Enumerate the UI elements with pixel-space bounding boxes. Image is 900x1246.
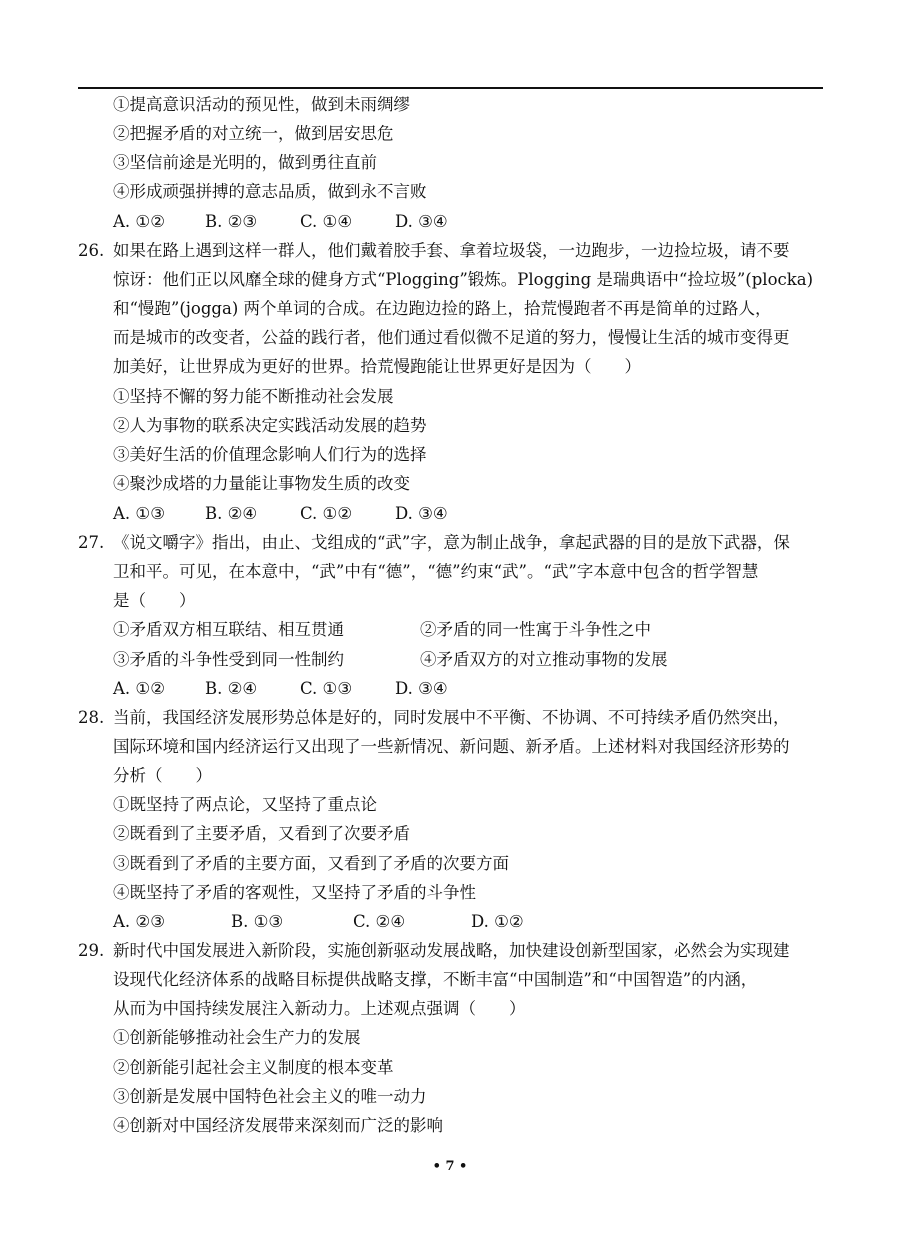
- item-line: ①提高意识活动的预见性，做到未雨绸缪: [113, 95, 410, 114]
- item-line: ④聚沙成塔的力量能让事物发生质的改变: [113, 474, 410, 493]
- item-line: ④矛盾双方的对立推动事物的发展: [420, 650, 668, 669]
- item-line: ③美好生活的价值理念影响人们行为的选择: [113, 445, 427, 464]
- option-a: A. ②③: [113, 912, 165, 931]
- question-text-line: 分析（ ）: [113, 766, 212, 785]
- option-d: D. ③④: [395, 679, 448, 698]
- item-line: ④创新对中国经济发展带来深刻而广泛的影响: [113, 1116, 443, 1135]
- option-a: A. ①②: [113, 679, 165, 698]
- answer-options: [113, 212, 448, 232]
- item-line: ①坚持不懈的努力能不断推动社会发展: [113, 387, 394, 406]
- header-rule: [78, 87, 823, 89]
- option-d: D. ③④: [395, 504, 448, 523]
- item-line: ②把握矛盾的对立统一，做到居安思危: [113, 124, 394, 143]
- item-line: ①矛盾双方相互联结、相互贯通: [113, 620, 344, 639]
- question-text-line: 惊讶：他们正以风靡全球的健身方式“Plogging”锻炼。Plogging 是瑞典语中“捡垃圾”(plocka): [113, 270, 814, 289]
- option-d: D. ③④: [395, 212, 448, 231]
- question-text-line: 国际环境和国内经济运行又出现了一些新情况、新问题、新矛盾。上述材料对我国经济形势的: [113, 737, 790, 756]
- item-line: ②人为事物的联系决定实践活动发展的趋势: [113, 416, 427, 435]
- answer-options: [113, 912, 524, 932]
- item-line: ②既看到了主要矛盾，又看到了次要矛盾: [113, 824, 410, 843]
- option-a: A. ①③: [113, 504, 165, 523]
- item-line: ③创新是发展中国特色社会主义的唯一动力: [113, 1087, 427, 1106]
- option-c: C. ①③: [300, 679, 353, 698]
- item-line: ①创新能够推动社会生产力的发展: [113, 1028, 361, 1047]
- answer-options: [113, 679, 448, 699]
- question-text-line: 从而为中国持续发展注入新动力。上述观点强调（ ）: [113, 999, 526, 1018]
- question-text-line: 是（ ）: [113, 591, 196, 610]
- page-number: • 7 •: [432, 1159, 468, 1174]
- option-a: A. ①②: [113, 212, 165, 231]
- question-text-line: 新时代中国发展进入新阶段，实施创新驱动发展战略，加快建设创新型国家，必然会为实现建: [113, 941, 790, 960]
- question-text-line: 《说文嚼字》指出，由止、戈组成的“武”字，意为制止战争，拿起武器的目的是放下武器，保: [113, 533, 790, 552]
- item-line: ③坚信前途是光明的，做到勇往直前: [113, 153, 377, 172]
- question-text-line: 如果在路上遇到这样一群人，他们戴着胶手套、拿着垃圾袋，一边跑步，一边捡垃圾，请不要: [113, 241, 790, 260]
- item-line: ③既看到了矛盾的主要方面，又看到了矛盾的次要方面: [113, 854, 509, 873]
- item-line: ②创新能引起社会主义制度的根本变革: [113, 1058, 394, 1077]
- item-line: ④既坚持了矛盾的客观性，又坚持了矛盾的斗争性: [113, 883, 476, 902]
- question-text-line: 设现代化经济体系的战略目标提供战略支撑，不断丰富“中国制造”和“中国智造”的内涵，: [113, 970, 758, 989]
- item-line: ③矛盾的斗争性受到同一性制约: [113, 650, 344, 669]
- option-c: C. ②④: [353, 912, 406, 931]
- question-text-line: 加美好，让世界成为更好的世界。拾荒慢跑能让世界更好是因为（ ）: [113, 357, 641, 376]
- item-line: ②矛盾的同一性寓于斗争性之中: [420, 620, 651, 639]
- question-text-line: 卫和平。可见，在本意中，“武”中有“德”，“德”约束“武”。“武”字本意中包含的哲学智慧: [113, 562, 759, 581]
- question-number: 28.: [78, 708, 105, 727]
- question-text-line: 而是城市的改变者，公益的践行者，他们通过看似微不足道的努力，慢慢让生活的城市变得更: [113, 328, 790, 347]
- question-number: 29.: [78, 941, 105, 960]
- item-line: ④形成顽强拼搏的意志品质，做到永不言败: [113, 182, 427, 201]
- option-b: B. ①③: [231, 912, 284, 931]
- option-c: C. ①②: [300, 504, 353, 523]
- question-text-line: 当前，我国经济发展形势总体是好的，同时发展中不平衡、不协调、不可持续矛盾仍然突出，: [113, 708, 790, 727]
- option-b: B. ②③: [205, 212, 258, 231]
- answer-options: [113, 504, 448, 524]
- question-text-line: 和“慢跑”(jogga) 两个单词的合成。在边跑边捡的路上，拾荒慢跑者不再是简单的过路人，: [113, 299, 772, 318]
- option-b: B. ②④: [205, 504, 258, 523]
- item-line: ①既坚持了两点论，又坚持了重点论: [113, 795, 377, 814]
- option-c: C. ①④: [300, 212, 353, 231]
- option-d: D. ①②: [471, 912, 524, 931]
- question-number: 27.: [78, 533, 105, 552]
- option-b: B. ②④: [205, 679, 258, 698]
- question-number: 26.: [78, 241, 105, 260]
